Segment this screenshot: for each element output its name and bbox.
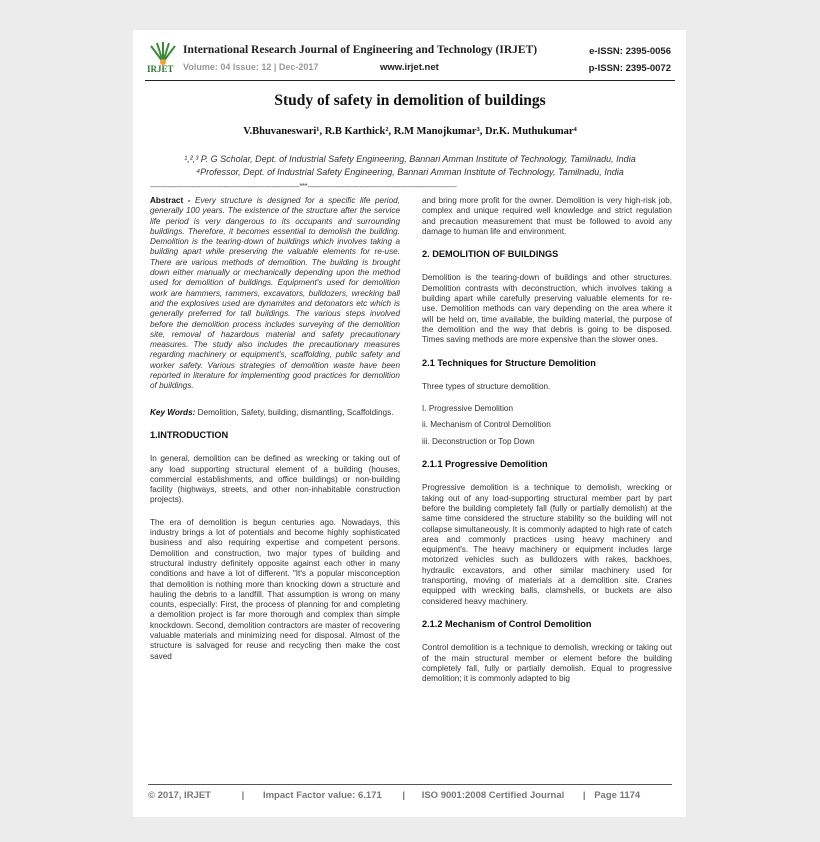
- page-footer: [148, 790, 672, 801]
- footer-separator: |: [582, 790, 586, 801]
- section-2-paragraph: Demolition is the tearing-down of buildings and other structures. Demolition contrasts with deconstruction, which involves taking a building apart while carefully preserving valuable elements for re-use. Demolition methods can vary depending on the area where it will be held on, time available, the building material, the purpose of the demolition and the way that debris is going to be disposed. Times saving methods are more expensive than the slower ones.: [422, 273, 672, 345]
- section-2-heading: 2. DEMOLITION OF BUILDINGS: [422, 249, 559, 260]
- p-issn: p-ISSN: 2395-0072: [588, 63, 671, 74]
- abstract: [150, 196, 400, 392]
- keywords: [150, 408, 400, 418]
- footer-separator: |: [241, 790, 245, 801]
- footer-iso: ISO 9001:2008 Certified Journal: [421, 790, 565, 801]
- intro-paragraph-1: In general, demolition can be defined as wrecking or taking out of any load supporting structural element of a building (houses, commercial establishments, and office buildings) or non-building facility (highways, streets, and other non-inhabitable construction projects).: [150, 454, 400, 505]
- section-2-1-1-heading: 2.1.1 Progressive Demolition: [422, 459, 548, 470]
- right-column: [422, 196, 672, 696]
- intro-paragraph-2: The era of demolition is begun centuries ago. Nowadays, this industry brings a lot of potentials and become highly sophisticated business and also requiring expertise and competent persons. Demolition and construction, two major types of building and structural industry definitely opposite against each other in many conditions and have a lot of different. "It's a popular misconception that demolition is nothing more than knocking down a structure and hauling the debris to a landfill. That assumption is wrong on many counts, especially: First, the process of planning for and completing a demolition project is far more thorough and complex than simple knockdown. Second, demolition contractors are master of recovering valuable materials and minimizing need for disposal. Almost of the structure is salvaged for reuse and recycling then make the cost saved: [150, 517, 400, 661]
- section-2-1-intro: Three types of structure demolition.: [422, 381, 551, 391]
- volume-issue: Volume: 04 Issue: 12 | Dec-2017: [183, 62, 319, 72]
- abstract-text: Every structure is designed for a specific life period, generally 100 years. The existence of the structure after the service life period is very dangerous to its occupants and surrounding buildings. Therefore, it becomes essential to demolish the building. Demolition is the tearing-down of buildings which involves taking a building apart while preserving the valuable elements for re-use. There are various methods of demolition. The building is brought down either manually or mechanically depending upon the method used for demolition of buildings. Equipment's used for demolition work are hammers, rammers, excavators, bulldozers, wrecking ball and the explosives used are dynamites and detonators etc which is generally preferred for tall buildings. The various steps involved before the demolition process includes surveying of the demolition site, removal of hazardous material and safety precautionary measures. The study also includes the precautionary measures regarding machinery or equipment's, scaffolding, public safety and worker safety. Various strategies of demolition waste have been reported in literature for implementing good practices for demolition of buildings.: [150, 196, 400, 391]
- logo-text: IRJET: [147, 64, 174, 74]
- abstract-label: Abstract -: [150, 196, 191, 205]
- keywords-text: Demolition, Safety, building, dismantling, Scaffoldings.: [197, 407, 394, 417]
- header-rule: [145, 80, 675, 81]
- affiliation-2: ⁴Professor, Dept. of Industrial Safety Engineering, Bannari Amman Institute of Technology, Tamilnadu, India: [196, 167, 624, 177]
- separator-line: ---------------------------------------------------------------------***---------------------------------------------------------------------: [150, 182, 457, 191]
- keywords-label: Key Words:: [150, 407, 196, 417]
- left-column: [150, 196, 400, 674]
- journal-url[interactable]: www.irjet.net: [380, 62, 439, 73]
- continued-paragraph: and bring more profit for the owner. Demolition is very high-risk job, complex and unique required well knowledge and strict regulation and precaution measurement that must be followed to avoid any damage to human life and environment.: [422, 196, 672, 236]
- affiliation-1: ¹,²,³ P. G Scholar, Dept. of Industrial Safety Engineering, Bannari Amman Institute of Technology, Tamilnadu, India: [184, 154, 636, 164]
- section-2-1-2-paragraph: Control demolition is a technique to demolish, wrecking or taking out of the main structural member or element before the building completely fall, fully or partially demolish. Equal to progressive demolition; it is commonly adapted to big: [422, 643, 672, 684]
- footer-rule: [148, 784, 672, 785]
- footer-impact-factor: Impact Factor value: 6.171: [262, 790, 382, 801]
- list-item: I. Progressive Demolition: [422, 404, 514, 414]
- section-2-1-1-paragraph: Progressive demolition is a technique to demolish, wrecking or taking out of any load-supporting structural member part by part before the building completely fall (fully or partially demolish) at the same time considered the structure stability so the building will not collapse simultaneously. It is commonly adapted to high rate of catch area and commonly practices using heavy machinery and equipment's. The heavy machinery or equipment includes large motorized vehicles such as bulldozers with rakes, backhoes, hydraulic excavators, and other similar machinery used for transporting, moving of materials at a demolition site. Cranes equipped with wrecking balls, clamshells, or buckets are also considered heavy machinery.: [422, 483, 672, 606]
- intro-heading: 1.INTRODUCTION: [150, 429, 229, 440]
- paper-title: Study of safety in demolition of buildings: [274, 92, 546, 109]
- journal-title: International Research Journal of Engineering and Technology (IRJET): [183, 44, 538, 56]
- list-item: iii. Deconstruction or Top Down: [422, 436, 535, 446]
- section-2-1-2-heading: 2.1.2 Mechanism of Control Demolition: [422, 618, 592, 629]
- paper-authors: V.Bhuvaneswari¹, R.B Karthick², R.M Manojkumar³, Dr.K. Muthukumar⁴: [243, 126, 577, 137]
- section-2-1-heading: 2.1 Techniques for Structure Demolition: [422, 357, 596, 368]
- e-issn: e-ISSN: 2395-0056: [589, 46, 671, 57]
- footer-separator: |: [402, 790, 406, 801]
- list-item: ii. Mechanism of Control Demolition: [422, 420, 551, 430]
- footer-copyright: © 2017, IRJET: [148, 790, 211, 801]
- footer-page-number: Page 1174: [594, 790, 641, 801]
- journal-header: [145, 40, 675, 80]
